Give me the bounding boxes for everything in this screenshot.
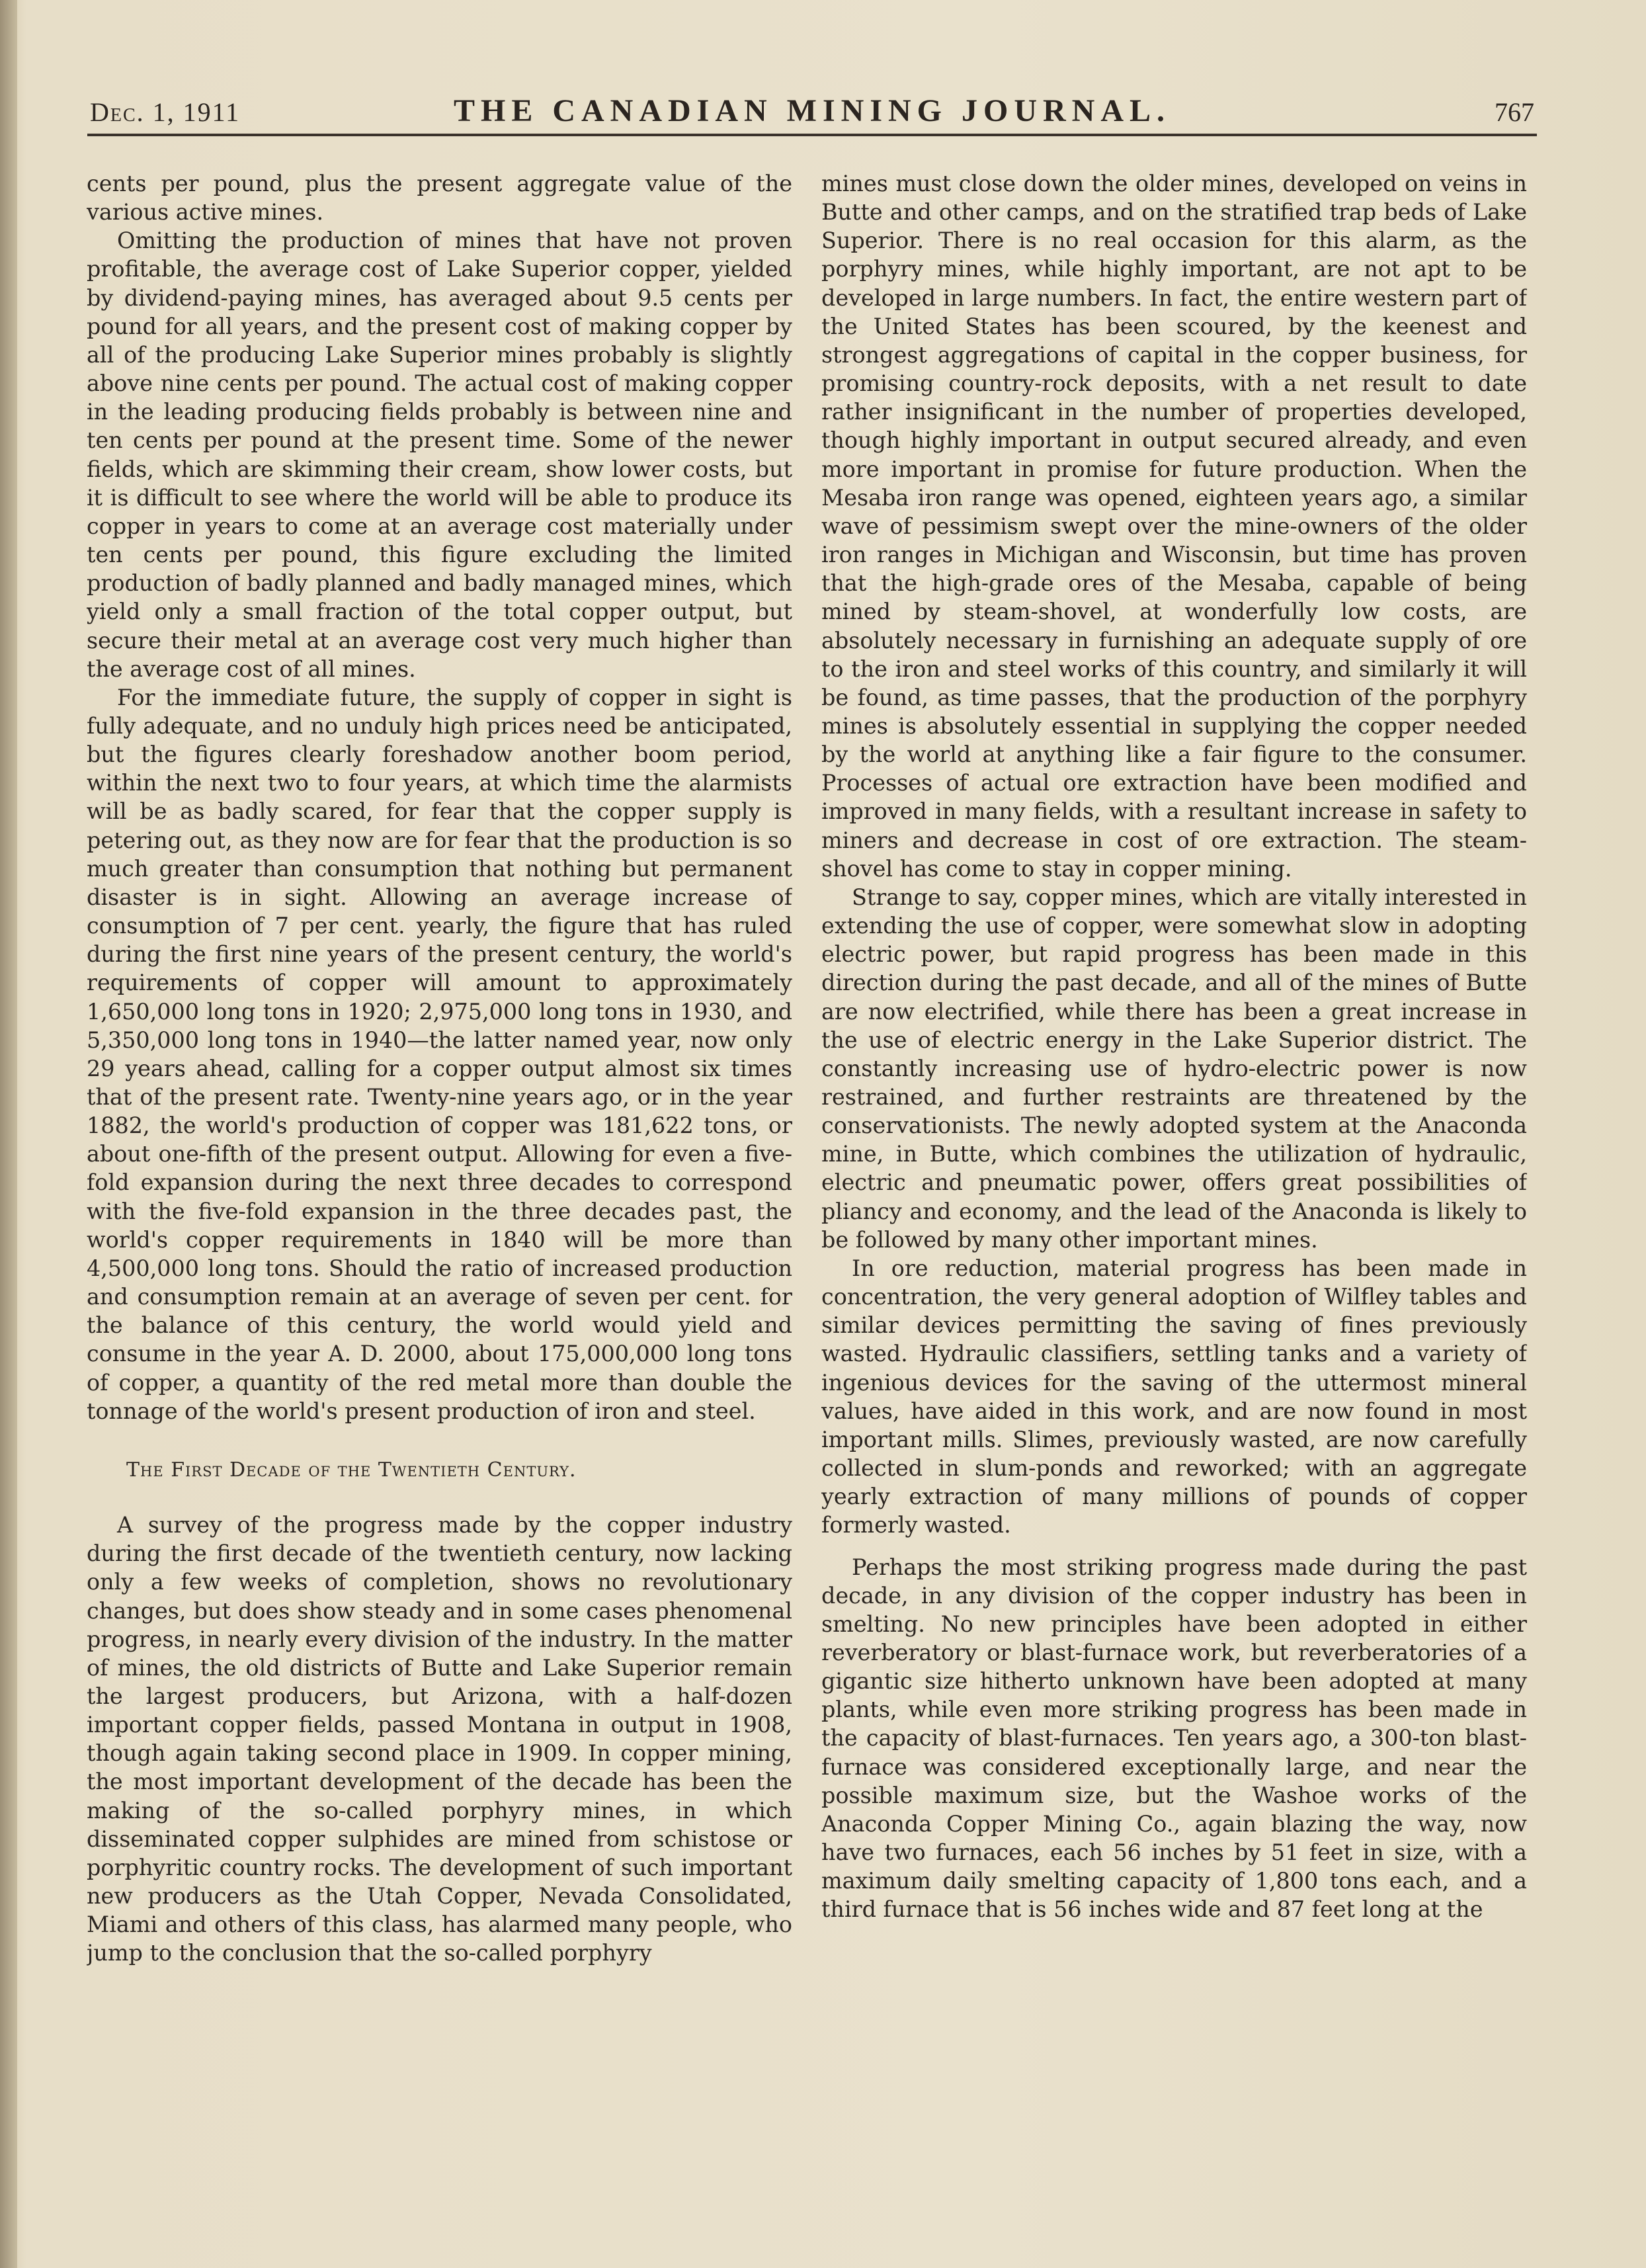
header-rule [87,134,1537,136]
right-column [821,169,1527,2206]
paragraph: For the immediate future, the supply of copper in sight is fully adequate, and no unduly high prices need be anticipated, but the figures clearly foreshadow another boom period, within the next two to four years, at which time the alarmists will be as badly scared, for fear that the copper supply is petering out, as they now are for fear that the production is so much greater than consumption that nothing but permanent disaster is in sight. Allowing an average increase of consumption of 7 per cent. yearly, the figure that has ruled during the first nine years of the present century, the world's requirements of copper will amount to approximately 1,650,000 long tons in 1920; 2,975,000 long tons in 1930, and 5,350,000 long tons in 1940—the latter named year, now only 29 years ahead, calling for a copper output almost six times that of the present rate. Twenty-nine years ago, or in the year 1882, the world's production of copper was 181,622 tons, or about one-fifth of the present output. Allowing for even a five-fold expansion during the next three decades to correspond with the five-fold expansion in the three decades past, the world's copper requirements in 1840 will be more than 4,500,000 long tons. Should the ratio of increased production and consumption remain at an average of seven per cent. for the balance of this century, the world would yield and consume in the year A. D. 2000, about 175,000,000 long tons of copper, a quantity of the red metal more than double the tonnage of the world's present production of iron and steel. [87,684,792,1424]
page-header [87,85,1537,131]
paragraph: Strange to say, copper mines, which are vitally interested in extending the use of copper, were somewhat slow in adopting electric power, but rapid progress has been made in this direction during the past decade, and all of the mines of Butte are now electrified, while there has been a great increase in the use of electric energy in the Lake Superior district. The constantly increasing use of hydro-electric power is now restrained, and further restraints are threatened by the conservationists. The newly adopted system at the Anaconda mine, in Butte, which combines the utilization of hydraulic, electric and pneumatic power, offers great possibilities of pliancy and economy, and the lead of the Anaconda is likely to be followed by many other important mines. [821,884,1527,1253]
header-date: Dec. 1, 1911 [90,97,241,127]
section-heading: The First Decade of the Twentieth Century. [126,1458,577,1482]
paragraph: cents per pound, plus the present aggregate value of the various active mines. [87,171,792,226]
paragraph: mines must close down the older mines, developed on veins in Butte and other camps, and on the stratified trap beds of Lake Superior. There is no real occasion for this alarm, as the porphyry mines, while highly important, are not apt to be developed in large numbers. In fact, the entire western part of the United States has been scoured, by the keenest and strongest aggregations of capital in the copper business, for promising country-rock deposits, with a net result to date rather insignificant in the number of properties developed, though highly important in output secured already, and even more important in promise for future production. When the Mesaba iron range was opened, eighteen years ago, a similar wave of pessimism swept over the mine-owners of the older iron ranges in Michigan and Wisconsin, but time has proven that the high-grade ores of the Mesaba, capable of being mined by steam-shovel, at wonderfully low costs, are absolutely necessary in furnishing an adequate supply of ore to the iron and steel works of this country, and similarly it will be found, as time passes, that the production of the porphyry mines is absolutely essential in supplying the copper needed by the world at anything like a fair figure to the consumer. Processes of actual ore extraction have been modified and improved in many fields, with a resultant increase in safety to miners and decrease in cost of ore extraction. The steam-shovel has come to stay in copper mining. [821,171,1527,882]
binding-edge [0,0,17,2268]
paragraph: A survey of the progress made by the copper industry during the first decade of the twentieth century, now lacking only a few weeks of completion, shows no revolutionary changes, but does show steady and in some cases phenomenal progress, in nearly every division of the industry. In the matter of mines, the old districts of Butte and Lake Superior remain the largest producers, but Arizona, with a half-dozen important copper fields, passed Montana in output in 1908, though again taking second place in 1909. In copper mining, the most important development of the decade has been the making of the so-called porphyry mines, in which disseminated copper sulphides are mined from schistose or porphyritic country rocks. The development of such important new producers as the Utah Copper, Nevada Consolidated, Miami and others of this class, has alarmed many people, who jump to the conclusion that the so-called porphyry [87,1512,792,1966]
page-number: 767 [1495,97,1534,127]
paragraph: Omitting the production of mines that have not proven profitable, the average cost of Lake Superior copper, yielded by dividend-paying mines, has averaged about 9.5 cents per pound for all years, and the present cost of making copper by all of the producing Lake Superior mines probably is slightly above nine cents per pound. The actual cost of making copper in the leading producing fields probably is between nine and ten cents per pound at the present time. Some of the newer fields, which are skimming their cream, show lower costs, but it is difficult to see where the world will be able to produce its copper in years to come at an average cost materially under ten cents per pound, this figure excluding the limited production of badly planned and badly managed mines, which yield only a small fraction of the total copper output, but secure their metal at an average cost very much higher than the average cost of all mines. [87,228,792,682]
journal-title: THE CANADIAN MINING JOURNAL. [453,93,1171,128]
paragraph: Perhaps the most striking progress made during the past decade, in any division of the copper industry has been in smelting. No new principles have been adopted in either reverberatory or blast-furnace work, but reverberatories of a gigantic size hitherto unknown have been adopted at many plants, while even more striking progress has been made in the capacity of blast-furnaces. Ten years ago, a 300-ton blast-furnace was considered exceptionally large, and near the possible maximum size, but the Washoe works of the Anaconda Copper Mining Co., again blazing the way, now have two furnaces, each 56 inches by 51 feet in size, with a maximum daily smelting capacity of 1,800 tons each, and a third furnace that is 56 inches wide and 87 feet long at the [821,1554,1527,1923]
paragraph: In ore reduction, material progress has been made in concentration, the very general adoption of Wilfley tables and similar devices permitting the saving of fines previously wasted. Hydraulic classifiers, settling tanks and a variety of ingenious devices for the saving of the uttermost mineral values, have aided in this work, and are now found in most important mills. Slimes, previously wasted, are now carefully collected in slum-ponds and reworked; with an aggregate yearly extraction of many millions of pounds of copper formerly wasted. [821,1255,1527,1538]
left-column [87,169,792,2206]
